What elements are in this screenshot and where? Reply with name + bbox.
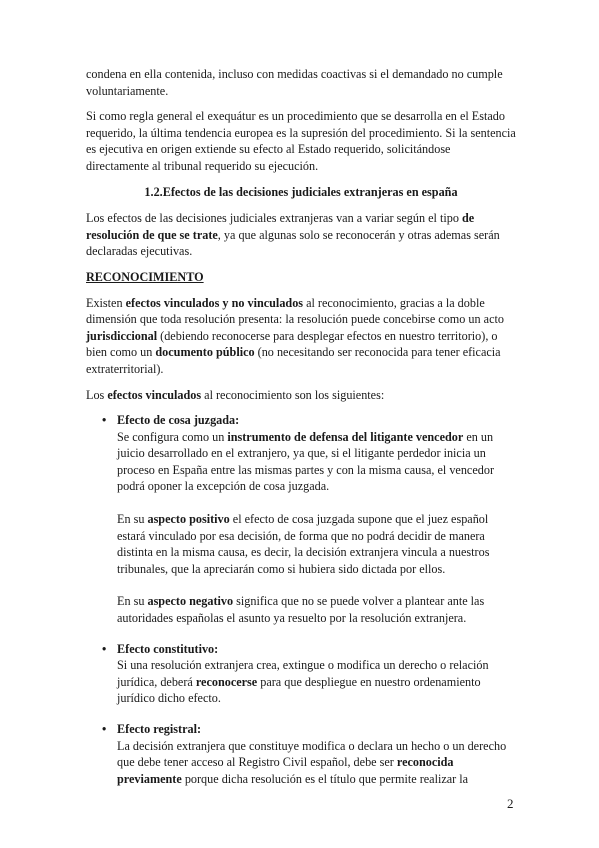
list-item-title: Efecto constitutivo: (117, 641, 219, 656)
list-item-res-judicata (86, 412, 516, 627)
paragraph-linked-effects (86, 387, 516, 404)
bold-run: instrumento de defensa del litigante vencedor (227, 429, 464, 444)
text-run: En su (117, 512, 148, 527)
list-item-text (117, 593, 516, 626)
text-run: Si una resolución extranjera crea, extingue o modifica un derecho o relación jurídica, deberá (117, 658, 489, 689)
subsection-title: RECONOCIMIENTO (86, 269, 204, 284)
paragraph-effects (86, 210, 516, 260)
paragraph-continuation: condena en ella contenida, incluso con medidas coactivas si el demandado no cumple voluntariamente. (86, 67, 503, 98)
text-run: en un juicio desarrollado en el extranjero, ya que, si el litigante perdedor inicia un proceso en España entre las mismas partes y con la misma causa, el vencedor podrá oponer la excepción de cosa juzgada. (117, 429, 494, 494)
list-item-text (117, 511, 516, 577)
text-run: Los efectos de las decisiones judiciales extranjeras van a variar según el tipo (86, 211, 462, 226)
text-run: Se configura como un (117, 429, 228, 444)
bullet-icon: • (102, 722, 107, 736)
text-run: porque dicha resolución es el título que permite realizar la (181, 771, 469, 786)
paragraph-recognition (86, 295, 516, 378)
text-run: La decisión extranjera que constituye modifica o declara un hecho o un derecho que debe tener acceso al Registro Civil español, debe ser (117, 738, 507, 770)
bold-run: reconocida previamente (117, 755, 454, 786)
bold-run: jurisdiccional (86, 328, 158, 343)
bold-run: efectos vinculados (107, 387, 202, 402)
text-run: Los (86, 387, 108, 402)
list-item-title: Efecto registral: (117, 722, 202, 736)
bold-run: reconocerse (195, 674, 258, 689)
text-run: el efecto de cosa juzgada supone que el juez español estará vinculado por esa decisión, de forma que no podrá decidir de manera distinta en la misma causa, es decir, la decisión extranjera vincula a nuestros tribunales, que la apreciarán como si hubiera sido dictada por ellos. (117, 512, 490, 576)
page-content (86, 66, 516, 797)
text-run: al reconocimiento, gracias a la doble dimensión que toda resolución presenta: la resolución puede concebirse como un acto (86, 295, 504, 327)
list-item-constitutive (86, 641, 516, 707)
bold-run: efectos vinculados y no vinculados (125, 295, 304, 310)
list-item-text (117, 657, 516, 707)
list-item-text (117, 429, 516, 495)
text-run: En su (117, 594, 148, 609)
bullet-icon: • (102, 413, 107, 428)
list-item-title: Efecto de cosa juzgada: (117, 413, 240, 428)
text-run: significa que no se puede volver a plantear ante las autoridades españolas el asunto ya resuelto por la resolución extranjera. (117, 594, 485, 626)
text-run: al reconocimiento son los siguientes: (201, 387, 385, 402)
paragraph-exequatur: Si como regla general el exequátur es un procedimiento que se desarrolla en el Estado requerido, la última tendencia europea es la supresión del procedimiento. Si la sentencia es ejecutiva en origen extiende su efecto al Estado requerido, solicitándose directamente al tribunal requerido su ejecución. (86, 109, 516, 173)
section-heading: 1.2.Efectos de las decisiones judiciales extranjeras en españa (144, 184, 458, 199)
text-run: (no necesitando ser reconocida para tener eficacia extraterritorial). (86, 345, 501, 376)
text-run: Existen (86, 295, 126, 310)
bold-run: aspecto negativo (147, 594, 234, 609)
bold-run: documento público (155, 345, 255, 360)
bold-run: aspecto positivo (147, 512, 230, 527)
text-run: (debiendo reconocerse para desplegar efectos en nuestro territorio), o bien como un (86, 328, 498, 360)
bullet-icon: • (102, 641, 107, 656)
page-number: 2 (507, 796, 514, 811)
text-run: , ya que algunas solo se reconocerán y otras ademas serán declaradas ejecutivas. (86, 227, 500, 259)
effects-list (86, 412, 516, 787)
list-item-registral (86, 721, 516, 787)
text-run: para que despliegue en nuestro ordenamiento jurídico dicho efecto. (117, 674, 481, 706)
bold-run: de resolución de que se trate (86, 211, 475, 242)
list-item-text (117, 738, 516, 788)
